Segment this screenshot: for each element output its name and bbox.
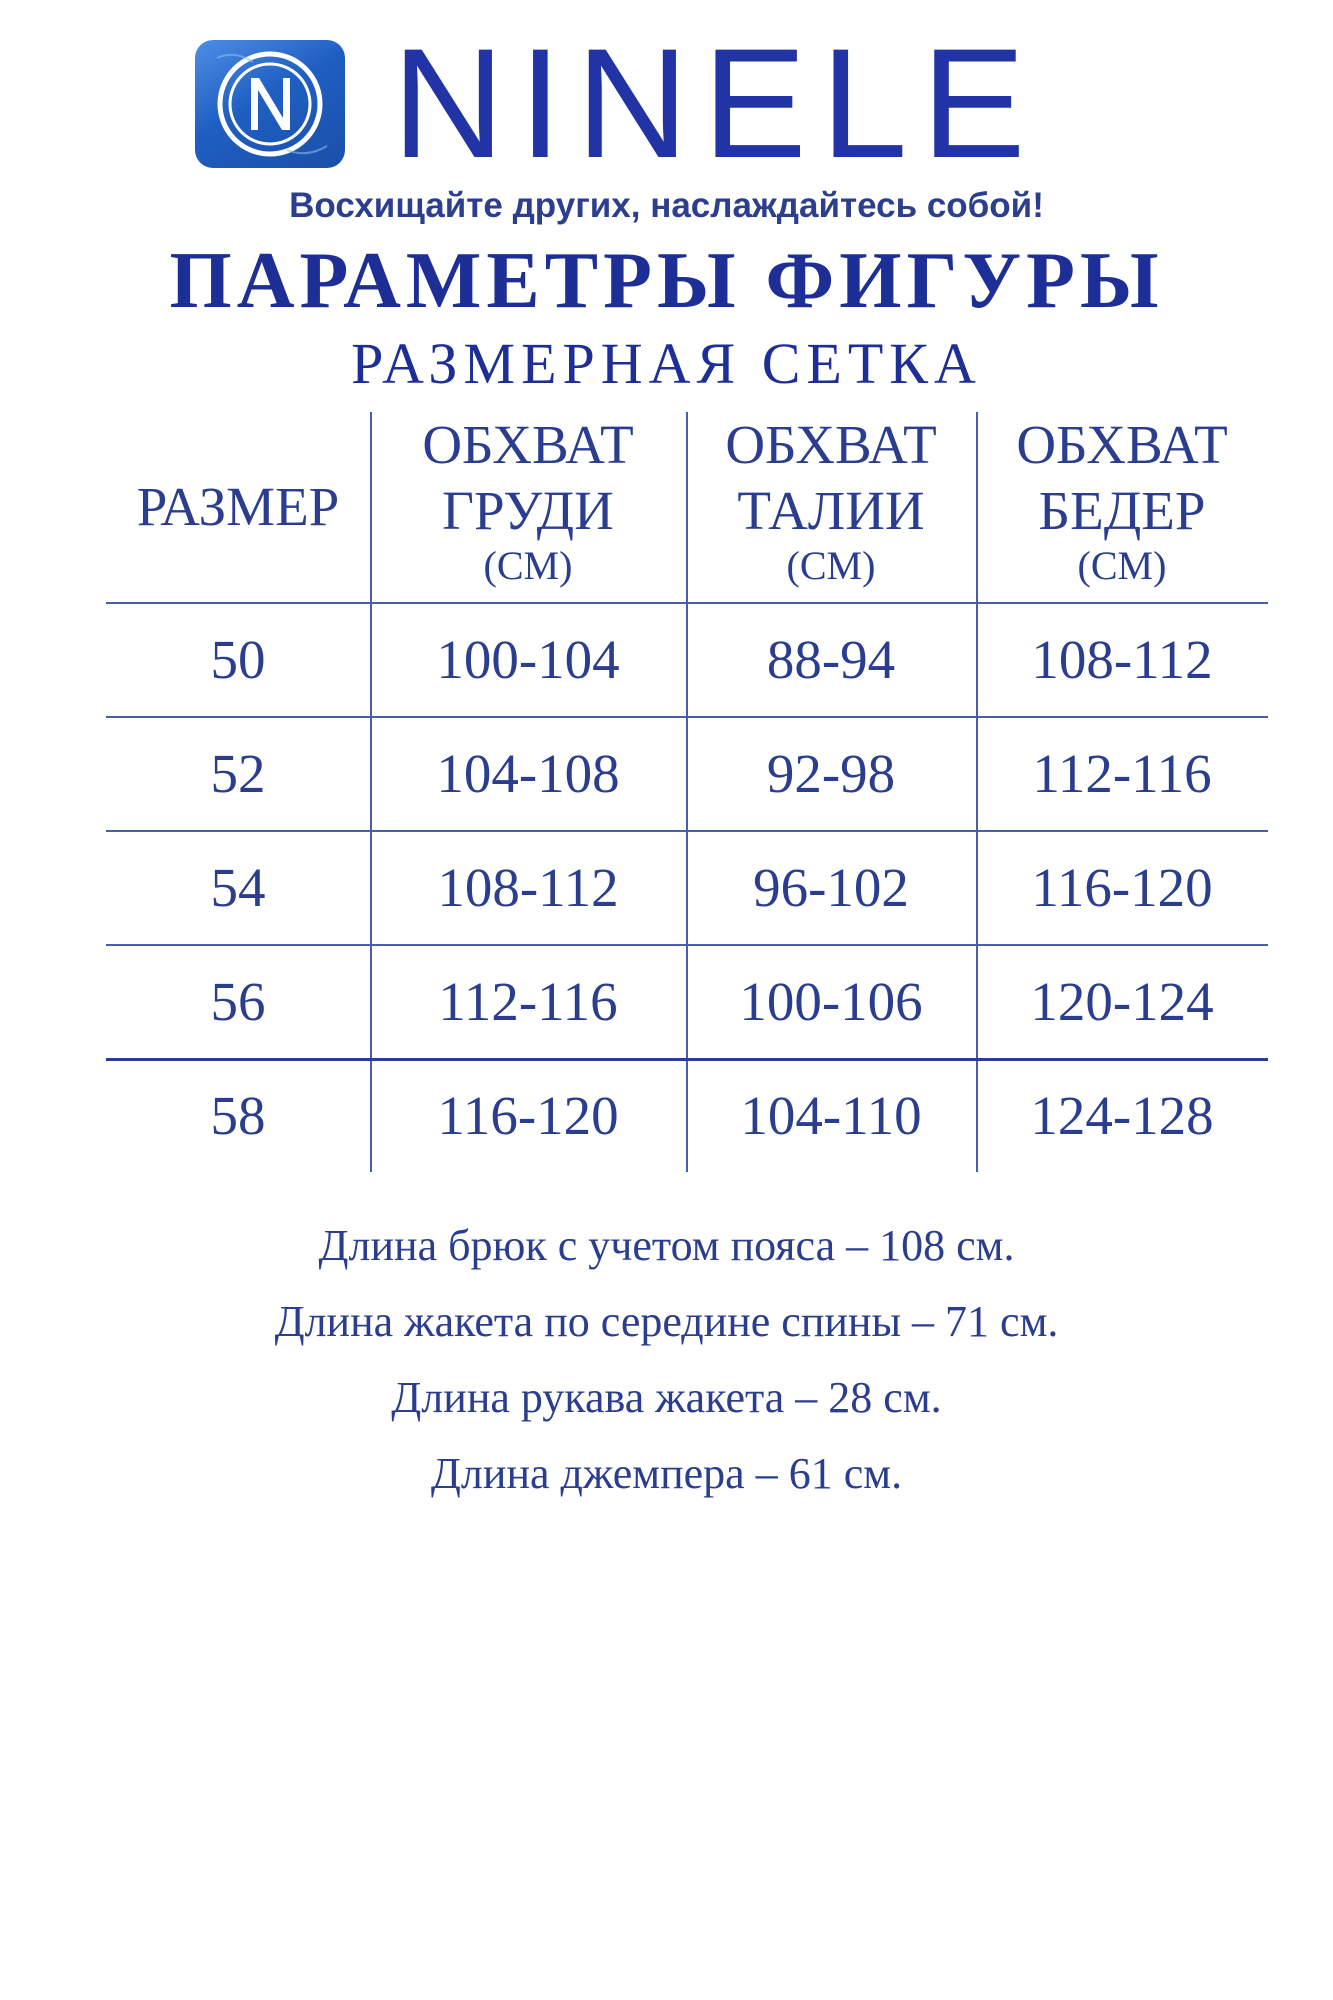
table-cell: 116-120: [437, 1085, 619, 1146]
table-cell: 50: [210, 629, 266, 690]
table-cell: 112-116: [438, 971, 618, 1032]
note-sleeve-length: Длина рукава жакета – 28 см.: [391, 1373, 942, 1422]
table-cell: 100-104: [436, 629, 620, 690]
size-table: [106, 412, 1268, 1172]
row-divider: [106, 1058, 1268, 1061]
header-label: ТАЛИИ: [737, 480, 925, 541]
row-divider: [106, 944, 1268, 946]
table-cell: 116-120: [1031, 857, 1213, 918]
n-emblem-icon: [195, 40, 345, 168]
table-cell: 88-94: [766, 629, 896, 690]
table-cell: 104-108: [436, 743, 620, 804]
brand-slogan: Восхищайте других, наслаждайтесь собой!: [289, 186, 1044, 225]
note-jumper-length: Длина джемпера – 61 см.: [430, 1449, 903, 1498]
table-cell: 54: [210, 857, 266, 918]
header-unit: (СМ): [1077, 543, 1167, 588]
table-cell: 120-124: [1030, 971, 1214, 1032]
table-cell: 104-110: [740, 1085, 922, 1146]
table-cell: 96-102: [753, 857, 909, 918]
table-cell: 100-106: [739, 971, 923, 1032]
page-subtitle: РАЗМЕРНАЯ СЕТКА: [351, 331, 982, 396]
header-size: [106, 474, 370, 540]
row-divider: [106, 830, 1268, 832]
table-cell: 108-112: [437, 857, 619, 918]
header-waist: [686, 412, 976, 588]
header-label: ГРУДИ: [442, 480, 614, 541]
table-cell: 52: [210, 743, 266, 804]
header-label: РАЗМЕР: [136, 476, 340, 537]
table-cell: 56: [210, 971, 266, 1032]
table-cell: 92-98: [766, 743, 896, 804]
header-label: ОБХВАТ: [1016, 414, 1228, 475]
header-unit: (СМ): [483, 543, 573, 588]
table-cell: 124-128: [1030, 1085, 1214, 1146]
header-label: ОБХВАТ: [725, 414, 937, 475]
note-trousers-length: Длина брюк с учетом пояса – 108 см.: [318, 1221, 1015, 1270]
brand-wordmark: NINELE: [392, 17, 1040, 191]
table-cell: 58: [210, 1085, 266, 1146]
brand-header: [0, 17, 1333, 191]
row-divider: [106, 602, 1268, 604]
row-divider: [106, 716, 1268, 718]
header-unit: (СМ): [786, 543, 876, 588]
measurement-notes: [0, 1220, 1333, 1524]
page-title: ПАРАМЕТРЫ ФИГУРЫ: [169, 237, 1164, 325]
header-chest: [370, 412, 686, 588]
header-hips: [976, 412, 1268, 588]
table-cell: 108-112: [1031, 629, 1213, 690]
header-label: ОБХВАТ: [422, 414, 634, 475]
table-cell: 112-116: [1032, 743, 1212, 804]
note-jacket-length: Длина жакета по середине спины – 71 см.: [274, 1297, 1059, 1346]
header-label: БЕДЕР: [1038, 480, 1206, 541]
